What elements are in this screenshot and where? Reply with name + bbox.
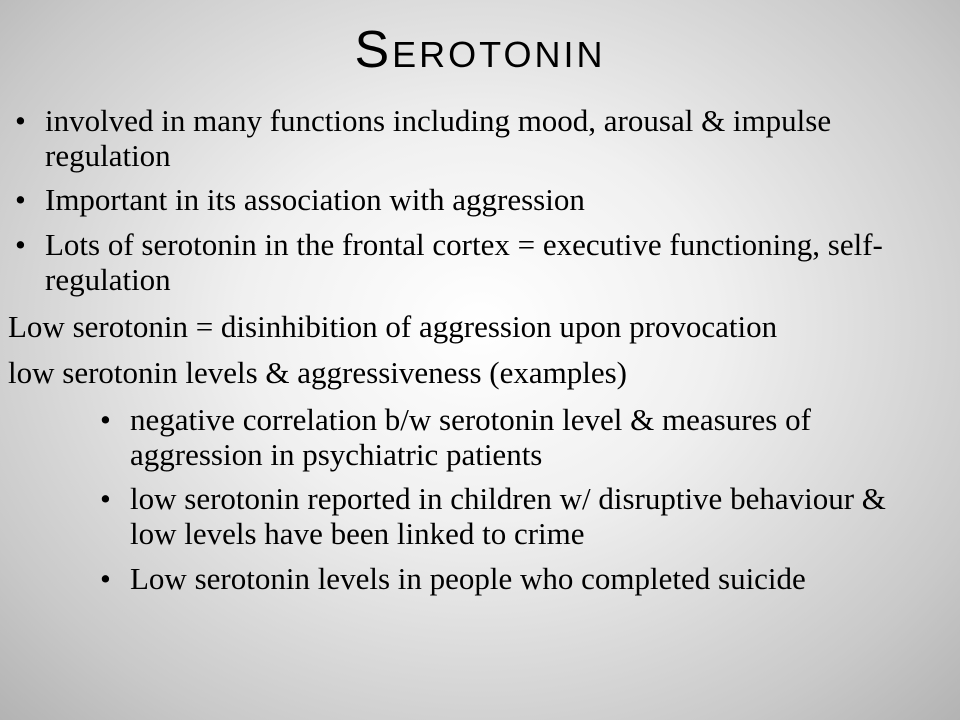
sub-bullet-text: Low serotonin levels in people who completed suicide: [130, 560, 806, 596]
bullet-dot-icon: •: [100, 560, 111, 596]
sub-bullet-item: [100, 402, 930, 472]
bullet-dot-icon: •: [100, 481, 111, 517]
plain-line: Low serotonin = disinhibition of aggression upon provocation: [8, 308, 778, 344]
sub-bullet-text: low serotonin reported in children w/ disruptive behaviour & low levels have been linked to crime: [130, 481, 886, 552]
slide-content: [0, 104, 960, 597]
bullet-text: involved in many functions including mood, arousal & impulse regulation: [45, 103, 832, 173]
slide-title: Serotonin: [354, 21, 606, 79]
sub-bullet-text: negative correlation b/w serotonin level & measures of aggression in psychiatric patients: [130, 402, 811, 472]
bullet-dot-icon: •: [15, 227, 26, 263]
bullet-text: Lots of serotonin in the frontal cortex = executive functioning, self-regulation: [45, 227, 883, 297]
bullet-dot-icon: •: [15, 103, 26, 138]
bullet-dot-icon: •: [15, 182, 26, 218]
sub-bullet-item: [100, 560, 930, 597]
bullet-text: Important in its association with aggression: [45, 182, 585, 218]
bullet-item: [15, 227, 925, 297]
plain-line: low serotonin levels & aggressiveness (examples): [8, 355, 627, 391]
bullet-dot-icon: •: [100, 402, 111, 438]
bullet-item: [15, 182, 925, 218]
sub-bullet-item: [100, 481, 930, 552]
bullet-item: [15, 103, 925, 173]
